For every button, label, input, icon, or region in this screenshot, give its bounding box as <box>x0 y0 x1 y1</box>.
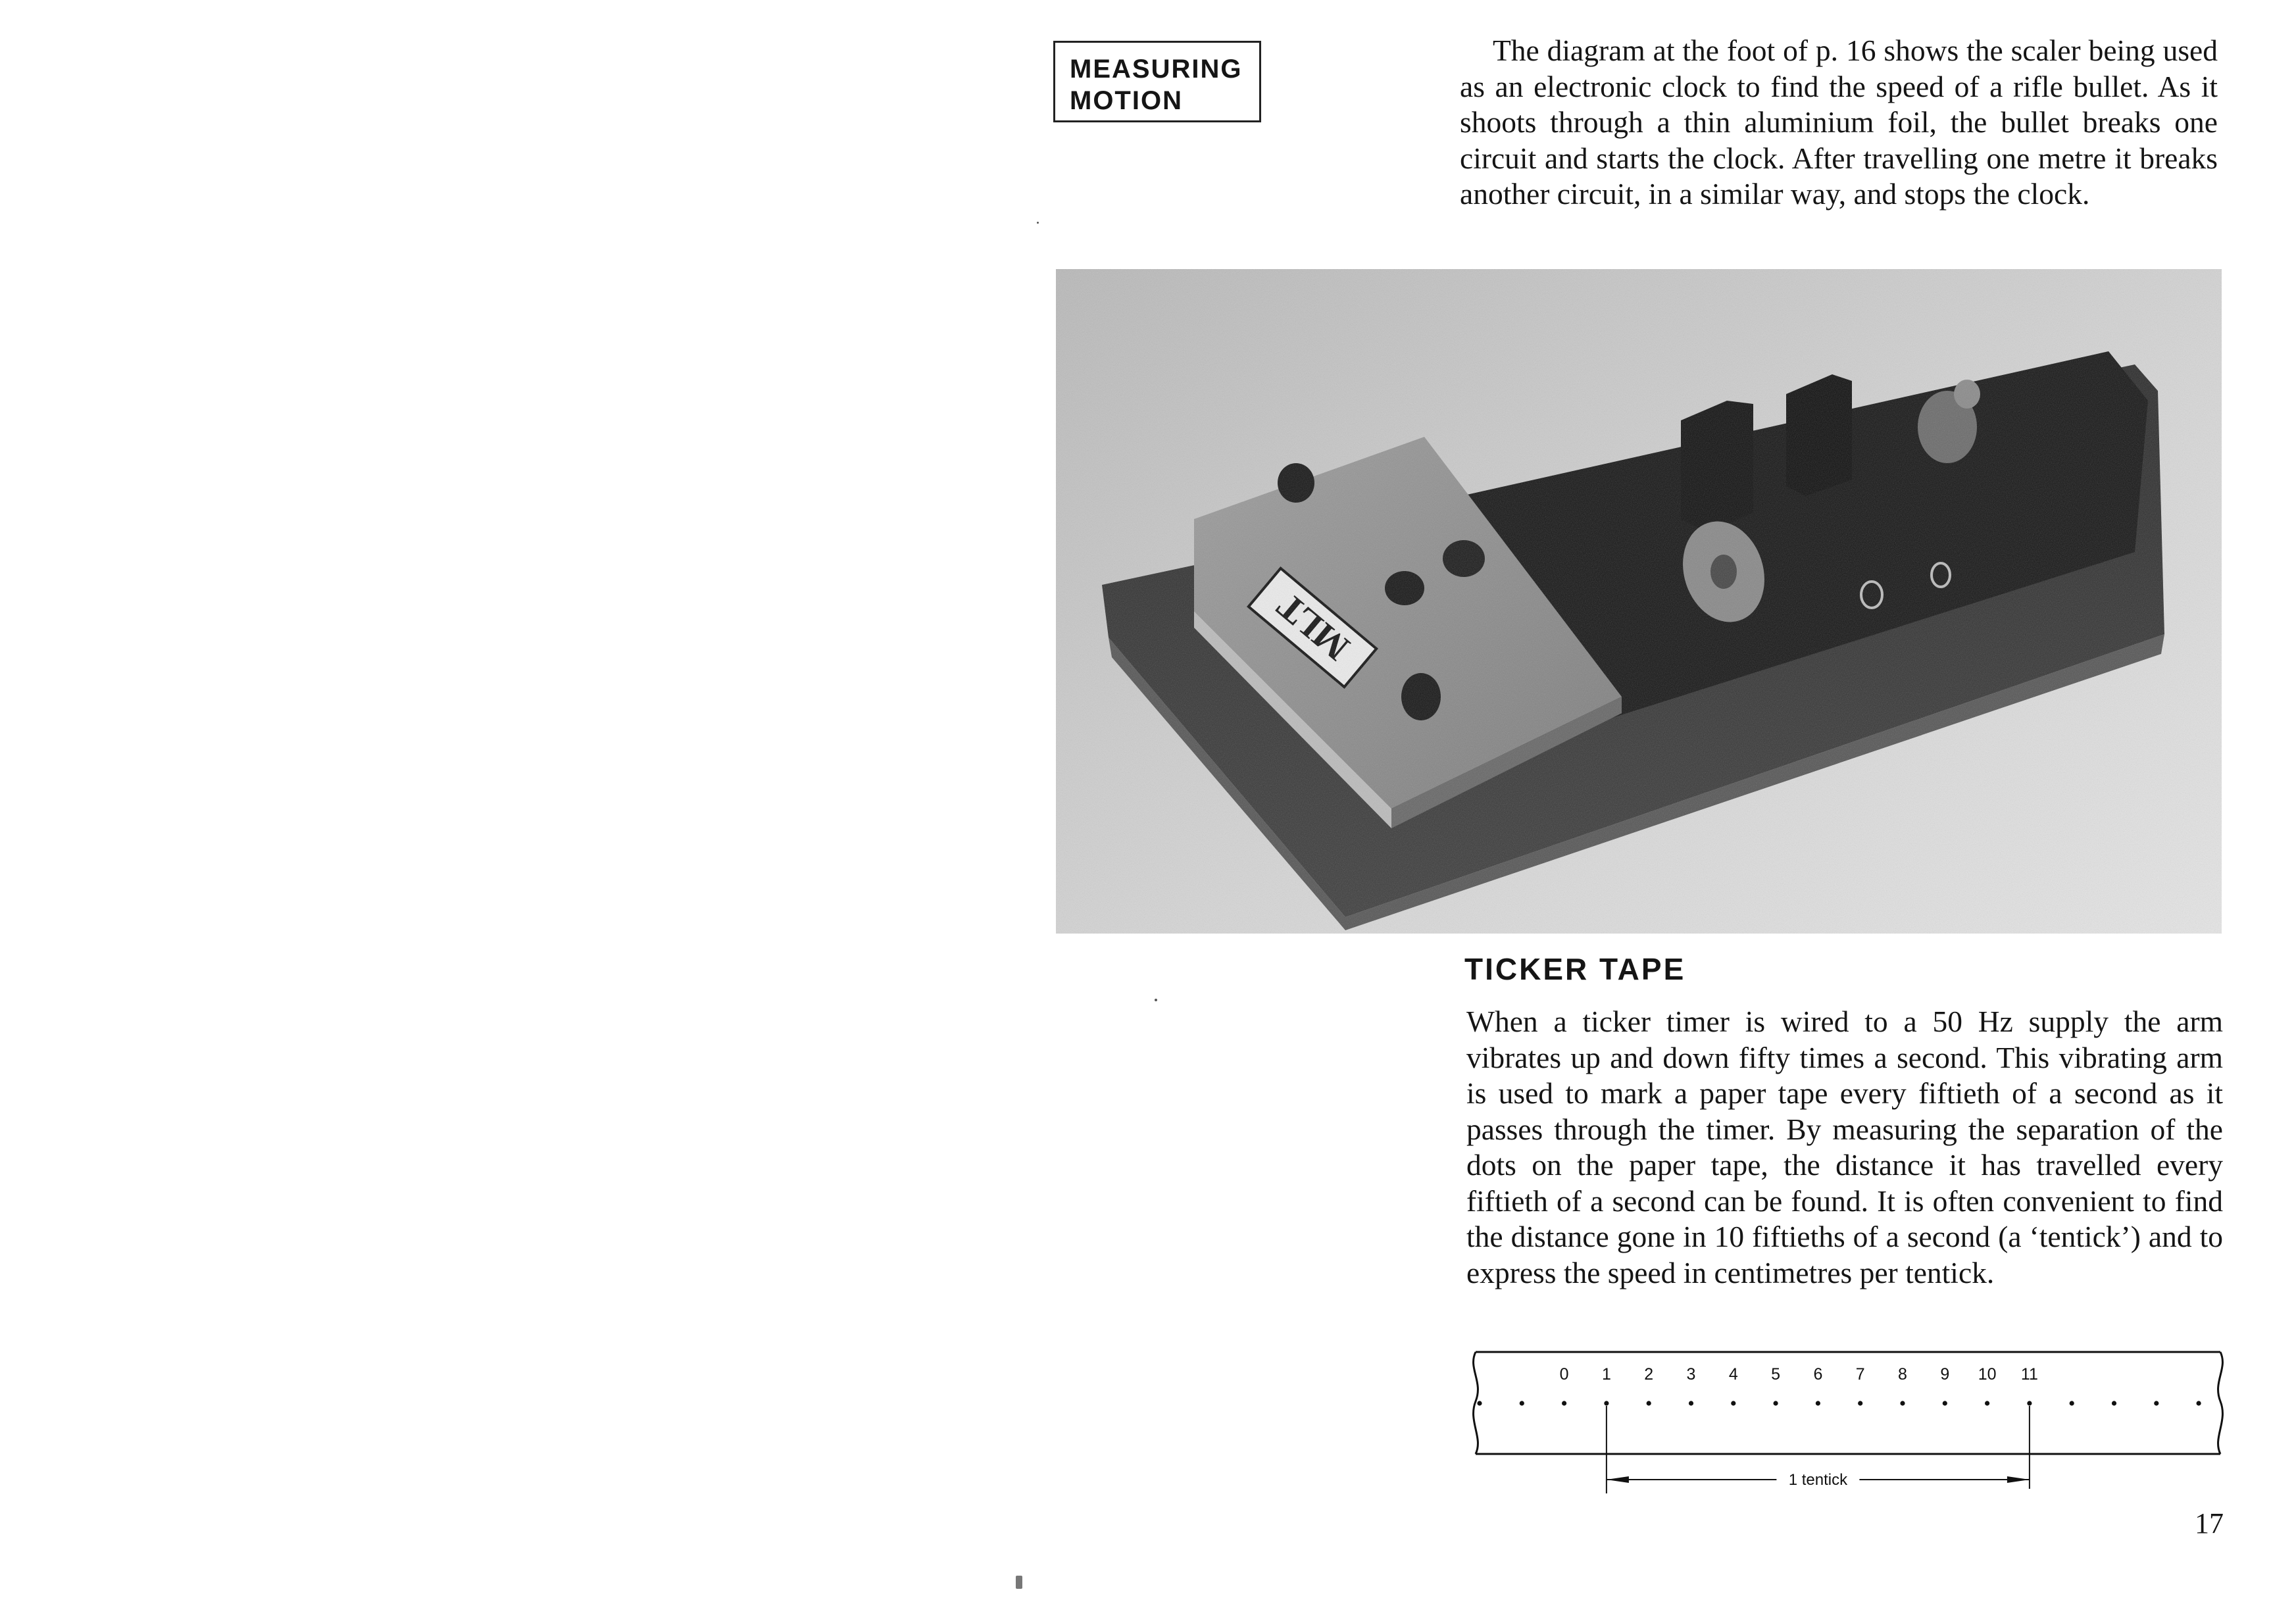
tape-dot <box>1943 1401 1947 1405</box>
tape-dot <box>1858 1401 1862 1405</box>
tape-dot <box>1900 1401 1905 1405</box>
tape-dot <box>1604 1401 1609 1405</box>
tape-dot <box>1774 1401 1778 1405</box>
tape-dot-label: 6 <box>1813 1365 1823 1384</box>
span-label: 1 tentick <box>1788 1471 1848 1489</box>
scan-speck <box>1155 999 1157 1001</box>
tape-dot <box>1477 1401 1482 1405</box>
tape-dot <box>2070 1401 2074 1405</box>
scan-speck <box>1037 222 1039 224</box>
tape-dot-label: 5 <box>1771 1365 1781 1384</box>
tape-dot-label: 8 <box>1898 1365 1907 1384</box>
tape-dot-label: 10 <box>1978 1365 1997 1384</box>
tape-dot-label: 11 <box>2020 1365 2038 1384</box>
tape-dot-label: 1 <box>1601 1365 1611 1384</box>
tape-dot <box>1647 1401 1651 1405</box>
tape-dot <box>1689 1401 1693 1405</box>
tape-dot <box>1816 1401 1820 1405</box>
tape-dot-label: 9 <box>1940 1365 1950 1384</box>
section-label-line1: MEASURING <box>1070 55 1243 84</box>
tape-outline <box>1474 1352 2223 1454</box>
intro-text: The diagram at the foot of p. 16 shows the scaler being used as an electronic clock to find the speed of a rifle bullet. As it shoots through a thin aluminium foil, the bullet breaks one circuit and starts the clock. After travelling one metre it breaks another circuit, in a similar way, and stops the clock. <box>1460 34 2218 211</box>
intro-paragraph <box>1460 33 2218 213</box>
tape-dot-label: 7 <box>1855 1365 1865 1384</box>
span-arrowhead-right <box>2007 1476 2030 1483</box>
tape-dot <box>2197 1401 2201 1405</box>
tape-dot-label: 2 <box>1644 1365 1654 1384</box>
scan-speck <box>1016 1576 1022 1589</box>
tape-dot-label: 0 <box>1559 1365 1569 1384</box>
tape-dot <box>2027 1401 2032 1405</box>
apparatus-photo <box>1056 269 2222 934</box>
ticker-tape-heading: TICKER TAPE <box>1464 952 1686 986</box>
ticker-tape-diagram <box>1464 1345 2230 1497</box>
tape-dot <box>2112 1401 2116 1405</box>
tape-dot <box>1731 1401 1735 1405</box>
tape-dot <box>2154 1401 2159 1405</box>
ticker-tape-paragraph: When a ticker timer is wired to a 50 Hz supply the arm vibrates up and down fifty times a second. This vibrating arm is used to mark a paper tape every fiftieth of a second as it passes through the timer. By measuring the separation of the dots on the paper tape, the distance it has travelled every fiftieth of a second can be found. It is often convenient to find the distance gone in 10 fiftieths of a second (a ‘tentick’) and to express the speed in centimetres per tentick. <box>1466 1005 2223 1289</box>
page-number: 17 <box>2195 1507 2224 1539</box>
tape-dot <box>1985 1401 1989 1405</box>
tape-dot <box>1562 1401 1566 1405</box>
tape-dot-label: 4 <box>1728 1365 1738 1384</box>
section-label-line2: MOTION <box>1070 86 1183 115</box>
span-arrowhead-left <box>1607 1476 1629 1483</box>
tape-dot-label: 3 <box>1686 1365 1696 1384</box>
tape-dot <box>1520 1401 1524 1405</box>
section-label <box>1053 41 1261 122</box>
